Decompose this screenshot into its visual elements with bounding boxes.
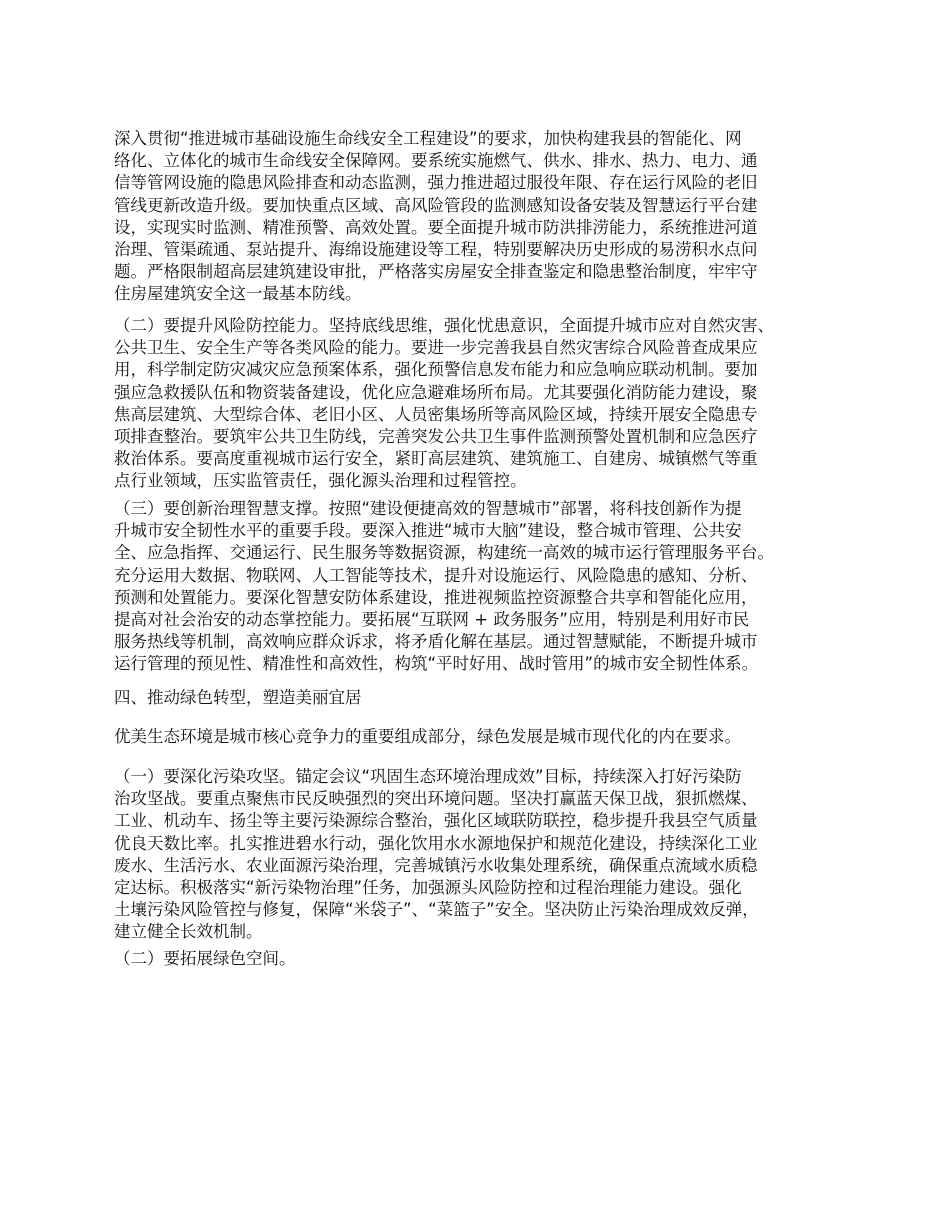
text-line: （一）要深化污染攻坚。锚定会议“巩固生态环境治理成效”目标，持续深入打好污染防 <box>114 767 742 786</box>
text-line: 治理、管渠疏通、泵站提升、海绵设施建设等工程，特别要解决历史形成的易涝积水点问 <box>114 240 758 260</box>
text-line: 项排查整治。要筑牢公共卫生防线，完善突发公共卫生事件监测预警处置机制和应急医疗 <box>114 427 758 447</box>
text-line: 住房屋建筑安全这一最基本防线。 <box>114 284 362 304</box>
text-line: 定达标。积极落实“新污染物治理”任务，加强源头风险防控和过程治理能力建设。强化 <box>114 878 742 898</box>
text-line: （二）要拓展绿色空间。 <box>114 949 296 968</box>
paragraph-pollution <box>114 766 759 944</box>
text-line: 设，实现实时监测、精准预警、高效处置。要全面提升城市防洪排涝能力，系统推进河道 <box>114 217 758 237</box>
text-line: 全、应急指挥、交通运行、民生服务等数据资源，构建统一高效的城市运行管理服务平台。 <box>114 543 774 563</box>
text-line: 工业、机动车、扬尘等主要污染源综合整治，强化区域联防联控，稳步提升我县空气质量 <box>114 811 758 831</box>
paragraph-risk-control <box>114 315 774 493</box>
text-line: 建立健全长效机制。 <box>114 922 263 942</box>
text-line: 络化、立体化的城市生命线安全保障网。要系统实施燃气、供水、排水、热力、电力、通 <box>114 151 758 171</box>
text-line: 服务热线等机制，高效响应群众诉求，将矛盾化解在基层。通过智慧赋能，不断提升城市 <box>114 632 758 652</box>
text-line: 点行业领域，压实监管责任，强化源头治理和过程管控。 <box>114 471 527 491</box>
paragraph-smart-governance <box>114 498 774 676</box>
text-line: 优良天数比率。扎实推进碧水行动，强化饮用水水源地保护和规范化建设，持续深化工业 <box>114 833 758 853</box>
paragraph-green-space <box>114 948 296 970</box>
section-heading <box>114 687 362 709</box>
text-line: 救治体系。要高度重视城市运行安全，紧盯高层建筑、建筑施工、自建房、城镇燃气等重 <box>114 449 758 469</box>
text-line: （二）要提升风险防控能力。坚持底线思维，强化忧患意识，全面提升城市应对自然灾害、 <box>114 316 774 335</box>
text-line: 焦高层建筑、大型综合体、老旧小区、人员密集场所等高风险区域，持续开展安全隐患专 <box>114 404 758 424</box>
text-line: 升城市安全韧性水平的重要手段。要深入推进“城市大脑”建设，整合城市管理、公共安 <box>114 521 742 541</box>
text-line: 强应急救援队伍和物资装备建设，优化应急避难场所布局。尤其要强化消防能力建设，聚 <box>114 382 758 402</box>
text-line: 废水、生活污水、农业面源污染治理，完善城镇污水收集处理系统，确保重点流域水质稳 <box>114 855 758 875</box>
text-line: 治攻坚战。要重点聚焦市民反映强烈的突出环境问题。坚决打赢蓝天保卫战，狠抓燃煤、 <box>114 789 758 809</box>
text-line: 四、推动绿色转型，塑造美丽宜居 <box>114 688 362 707</box>
paragraph-intro <box>114 726 741 748</box>
text-line: 题。严格限制超高层建筑建设审批，严格落实房屋安全排查鉴定和隐患整治制度，牢牢守 <box>114 262 758 282</box>
text-line: 土壤污染风险管控与修复，保障“米袋子”、“菜篮子”安全。坚决防止污染治理成效反弹， <box>114 900 759 920</box>
text-line: 充分运用大数据、物联网、人工智能等技术，提升对设施运行、风险隐患的感知、分析、 <box>114 565 758 585</box>
text-line: 信等管网设施的隐患风险排查和动态监测，强力推进超过服役年限、存在运行风险的老旧 <box>114 173 758 193</box>
text-line: 优美生态环境是城市核心竞争力的重要组成部分，绿色发展是城市现代化的内在要求。 <box>114 727 741 746</box>
text-line: 预测和处置能力。要深化智慧安防体系建设，推进视频监控资源整合共享和智能化应用， <box>114 587 758 607</box>
text-line: 用，科学制定防灾减灾应急预案体系，强化预警信息发布能力和应急响应联动机制。要加 <box>114 360 758 380</box>
text-line: 深入贯彻“推进城市基础设施生命线安全工程建设”的要求，加快构建我县的智能化、网 <box>114 129 742 148</box>
text-line: 管线更新改造升级。要加快重点区域、高风险管段的监测感知设备安装及智慧运行平台建 <box>114 195 758 215</box>
text-line: 公共卫生、安全生产等各类风险的能力。要进一步完善我县自然灾害综合风险普查成果应 <box>114 338 758 358</box>
paragraph-lifeline <box>114 128 758 306</box>
text-line: 运行管理的预见性、精准性和高效性，构筑“平时好用、战时管用”的城市安全韧性体系。 <box>114 654 759 674</box>
text-line: （三）要创新治理智慧支撑。按照“建设便捷高效的智慧城市”部署，将科技创新作为提 <box>114 499 742 518</box>
text-line: 提高对社会治安的动态掌控能力。要拓展“互联网 + 政务服务”应用，特别是利用好市民 <box>114 610 750 630</box>
